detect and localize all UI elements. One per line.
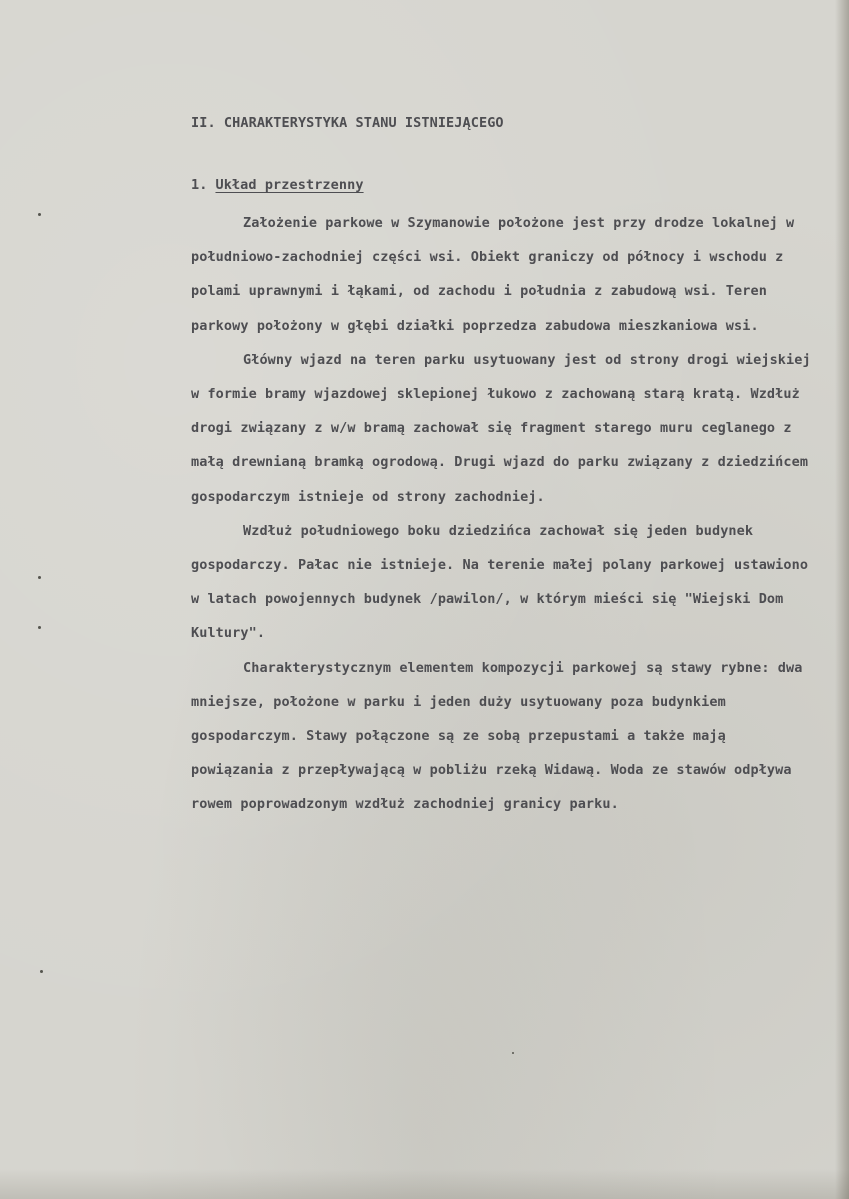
- paragraph-buildings: Wzdłuż południowego boku dziedzińca zachował się jeden budynek gospodarczy. Pałac nie istnieje. Na terenie małej polany parkowej ustawiono w latach powojennych budynek /pawilon/, w którym mieści się "Wiejski Dom Kultury".: [191, 522, 809, 642]
- paper-speck: [38, 626, 41, 629]
- subsection-number: 1.: [191, 177, 208, 193]
- document-body: [191, 108, 811, 822]
- paper-speck: [38, 213, 41, 216]
- paragraph-location: Założenie parkowe w Szymanowie położone jest przy drodze lokalnej w południowo-zachodniej części wsi. Obiekt graniczy od północy i wschodu z polami uprawnymi i łąkami, od zachodu i południa z zabudową wsi. Teren parkowy położony w głębi działki poprzedza zabudowa mieszkaniowa wsi.: [191, 215, 795, 334]
- page-edge-shadow: [835, 0, 849, 1199]
- paper-speck: [40, 970, 43, 973]
- subsection-heading: [191, 170, 811, 200]
- paragraph-entrances: Główny wjazd na teren parku usytuowany jest od strony drogi wiejskiej w formie bramy wjazdowej sklepionej łukowo z zachowaną starą kratą. Wzdłuż drogi związany z w/w bramą zachował się fragment starego muru ceglanego z małą drewnianą bramką ogrodową. Drugi wjazd do parku związany z dziedzińcem gospodarczym istnieje od strony zachodniej.: [191, 351, 811, 505]
- paper-speck: [512, 1052, 514, 1054]
- page-bottom-shadow: [0, 1169, 849, 1199]
- section-heading: II. CHARAKTERYSTYKA STANU ISTNIEJĄCEGO: [191, 115, 504, 131]
- subsection-title: Układ przestrzenny: [215, 177, 364, 193]
- paper-speck: [38, 576, 41, 579]
- paragraph-ponds: Charakterystycznym elementem kompozycji parkowej są stawy rybne: dwa mniejsze, położone w parku i jeden duży usytuowany poza budynkiem gospodarczym. Stawy połączone są ze sobą przepustami a także mają powiązania z przepływającą w pobliżu rzeką Widawą. Woda ze stawów odpływa rowem poprowadzonym wzdłuż zachodniej granicy parku.: [191, 659, 803, 813]
